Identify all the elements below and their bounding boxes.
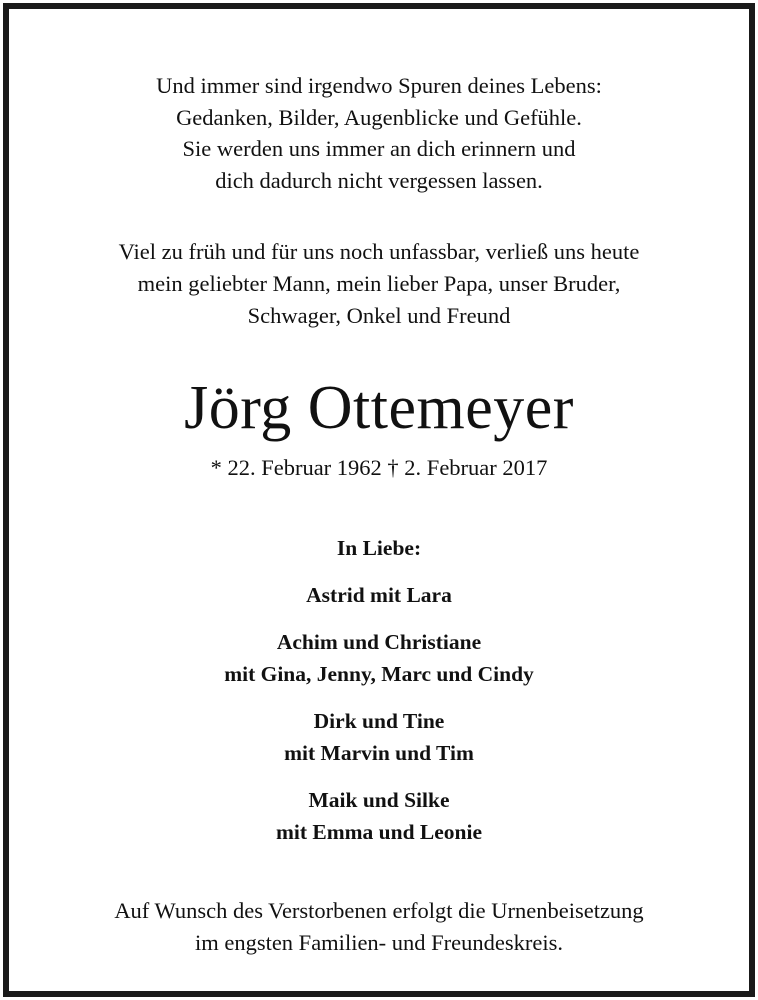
burial-note-line: im engsten Familien- und Freundeskreis. [194,930,564,955]
mourners-list [9,533,749,864]
obituary-notice [3,3,755,997]
mourner-line: mit Gina, Jenny, Marc und Cindy [224,661,534,686]
mourner-line: Astrid mit Lara [306,582,452,607]
memorial-poem [9,70,749,196]
mourner-line: Dirk und Tine [313,709,445,733]
mourner-group [9,706,749,769]
mourner-line: Maik und Silke [308,788,450,812]
poem-line: Gedanken, Bilder, Augenblicke und Gefühle. [176,104,582,130]
announcement-text [9,236,749,332]
deceased-name: Jörg Ottemeyer [184,374,574,442]
announcement-line: Schwager, Onkel und Freund [247,303,511,328]
mourner-group [9,627,749,690]
announcement-line: Viel zu früh und für uns noch unfassbar, verließ uns heute [118,239,640,264]
mourner-line: Achim und Christiane [276,630,482,654]
mourner-line: mit Emma und Leonie [275,819,483,844]
poem-line: Und immer sind irgendwo Spuren deines Lebens: [156,73,602,98]
mourner-line: mit Marvin und Tim [284,740,474,765]
burial-note-line: Auf Wunsch des Verstorbenen erfolgt die Urnenbeisetzung [114,898,644,923]
mourners-heading: In Liebe: [336,536,422,560]
poem-line: dich dadurch nicht vergessen lassen. [215,167,543,193]
burial-note [9,895,749,959]
poem-line: Sie werden uns immer an dich erinnern und [182,136,576,161]
announcement-line: mein geliebter Mann, mein lieber Papa, unser Bruder, [137,271,621,296]
mourner-group [9,580,749,612]
life-dates: * 22. Februar 1962 † 2. Februar 2017 [210,455,548,480]
mourner-group [9,785,749,848]
